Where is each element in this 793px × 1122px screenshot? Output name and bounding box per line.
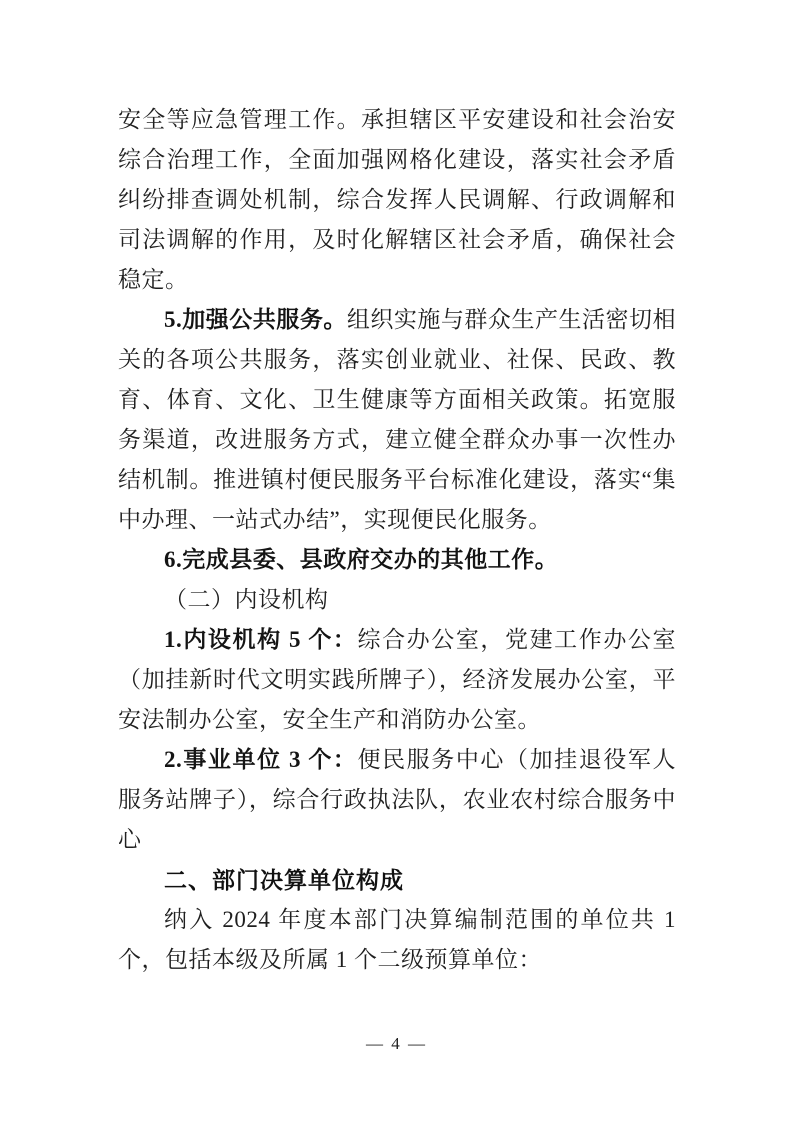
section-heading-text-run: 二、部门决算单位构成 [164, 867, 404, 893]
public-institutions-count-run: 2.事业单位 3 个： [164, 747, 358, 772]
page-number: — 4 — [366, 1034, 427, 1053]
paragraph-public-institutions-list [118, 740, 676, 860]
paragraph-item-6-other-tasks [118, 540, 676, 580]
body-text-run: 纳入 2024 年度本部门决算编制范围的单位共 1 个，包括本级及所属 1 个二级预算单位： [118, 907, 676, 972]
item-6-heading-run: 6.完成县委、县政府交办的其他工作。 [164, 547, 559, 572]
body-text-run: 组织实施与群众生产生活密切相关的各项公共服务，落实创业就业、社保、民政、教育、体育、文化、卫生健康等方面相关政策。拓宽服务渠道，改进服务方式，建立健全群众办事一次性办结机制。推进镇村便民服务平台标准化建设，落实“集中办理、一站式办结”，实现便民化服务。 [118, 307, 677, 532]
paragraph-duties-continued [118, 100, 676, 300]
paragraph-internal-organs-list [118, 620, 676, 740]
body-text-run: 便民服务中心（加挂退役军人服务站牌子），综合行政执法队，农业农村综合服务中心 [118, 747, 677, 852]
section-heading-budget-units [118, 860, 676, 900]
paragraph-item-5-public-services [118, 300, 676, 540]
item-5-heading-run: 5.加强公共服务。 [164, 307, 347, 332]
subheading-text-run: （二）内设机构 [164, 587, 329, 612]
body-text-run: 安全等应急管理工作。承担辖区平安建设和社会治安综合治理工作，全面加强网格化建设，落实社会矛盾纠纷排查调处机制，综合发挥人民调解、行政调解和司法调解的作用，及时化解辖区社会矛盾，确保社会稳定。 [118, 107, 676, 292]
subheading-internal-organs [118, 580, 676, 620]
body-text-run: 综合办公室，党建工作办公室（加挂新时代文明实践所牌子），经济发展办公室，平安法制办公室，安全生产和消防办公室。 [118, 627, 677, 732]
paragraph-budget-unit-scope [118, 900, 676, 980]
document-body [118, 100, 676, 980]
internal-organs-count-run: 1.内设机构 5 个： [164, 627, 358, 652]
